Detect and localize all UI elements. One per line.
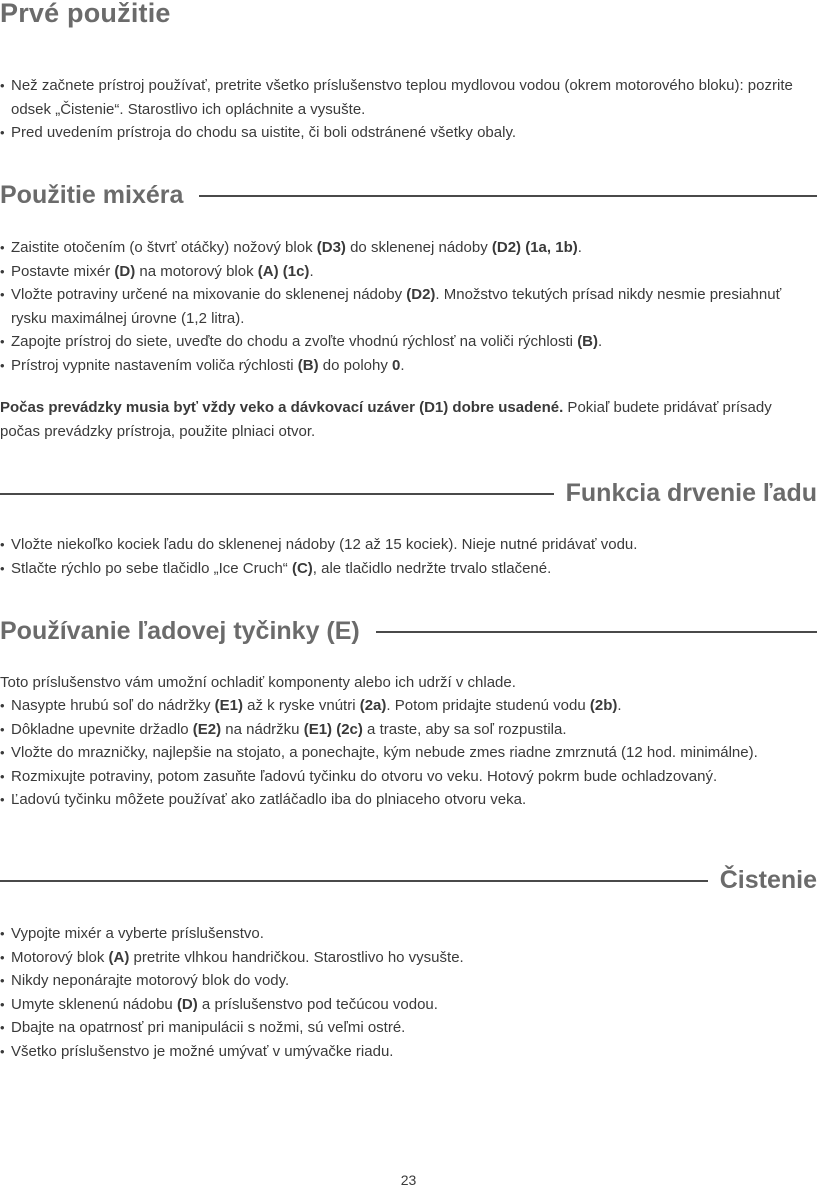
item-text: . [577,239,582,256]
item-text: Vložte do mrazničky, najlepšie na stojato, a ponechajte, kým nebude zmes riadne zmrznutá (12 hod. minimálne). [11,744,758,761]
mixer-list [0,236,805,377]
item-text: Zaistite otočením (o štvrť otáčky) nožový blok [11,239,317,256]
item-text: a príslušenstvo pod tečúcou vodou. [197,995,438,1013]
list-item [0,1016,805,1040]
item-text: . Potom pridajte studenú vodu [386,697,590,714]
item-text: Nikdy neponárajte motorový blok do vody. [11,972,290,989]
list-item [0,694,805,718]
bold-reference: (A) (1c) [257,262,310,280]
bold-reference: (D) [176,995,198,1013]
mixer-heading-text: Použitie mixéra [0,181,184,209]
bold-reference: 0 [392,356,401,374]
bold-reference: (B) [577,333,599,350]
list-item [0,922,805,946]
bold-reference: (D2) [406,286,436,303]
cleaning-heading-text: Čistenie [719,866,817,894]
bold-reference: (2a) [359,697,387,714]
list-item [0,283,805,330]
item-text: na nádržku [221,720,304,738]
item-text: Vložte niekoľko kociek ľadu do sklenenej nádoby (12 až 15 kociek). Nieje nutné pridávať vodu. [11,536,638,553]
item-text: , ale tlačidlo nedržte trvalo stlačené. [312,559,552,577]
list-item: • Pred uvedením prístroja do chodu sa uistite, či boli odstránené všetky obaly. [0,121,805,145]
list-item [0,718,805,742]
list-item [0,533,805,557]
stick-heading-text: Používanie ľadovej tyčinky (E) [0,617,360,645]
list-item [0,946,805,970]
list-item [0,765,805,789]
item-text: Postavte mixér [11,262,115,280]
item-text: Všetko príslušenstvo je možné umývať v umývačke riadu. [11,1042,394,1060]
heading-rule [0,880,708,882]
section-heading-ice [0,479,817,508]
bold-reference: (E1) (2c) [303,720,363,738]
bold-reference: (D3) [316,239,346,256]
item-text: . [400,356,405,374]
item-text: pretrite vlhkou handričkou. Starostlivo ho vysušte. [129,948,464,966]
item-text: na motorový blok [135,262,258,280]
mixer-note [0,396,805,443]
list-item [0,354,805,378]
list-item [0,741,805,765]
item-text: Rozmixujte potraviny, potom zasuňte ľadovú tyčinku do otvoru vo veku. Hotový pokrm bude ochladzovaný. [11,767,718,785]
item-text: . [617,697,622,714]
item-text: Dbajte na opatrnosť pri manipulácii s nožmi, sú veľmi ostré. [11,1019,406,1036]
section-heading-stick [0,617,817,646]
heading-rule [376,631,817,633]
bold-reference: (2b) [589,697,618,714]
page-title: Prvé použitie [0,0,171,28]
page-number: 23 [400,1172,417,1188]
list-item: • Než začnete prístroj používať, pretrite všetko príslušenstvo teplou mydlovou vodou (okrem motorového bloku): pozrite odsek „Čistenie“. Starostlivo ich opláchnite a vysušte. [0,74,805,121]
mixer-note-text: Pokiaľ budete pridávať prísady počas prevádzky prístroja, použite plniaci otvor. [0,399,772,440]
item-text: Umyte sklenenú nádobu [11,995,177,1013]
bold-reference: (A) [108,948,130,966]
bold-reference: (E1) [214,697,243,714]
item-text: Stlačte rýchlo po sebe tlačidlo „Ice Cruch“ [11,559,292,577]
list-item [0,993,805,1017]
item-text: Zapojte prístroj do siete, uveďte do chodu a zvoľte vhodnú rýchlosť na voliči rýchlosti [11,333,578,350]
item-text: a traste, aby sa soľ rozpustila. [362,720,567,738]
list-item [0,969,805,993]
list-item [0,557,805,581]
list-item [0,788,805,812]
list-item [0,1040,805,1064]
item-text: . [309,262,314,280]
cleaning-list [0,922,805,1063]
bold-reference: (E2) [192,720,222,738]
item-text: Dôkladne upevnite držadlo [11,720,193,738]
stick-intro: Toto príslušenstvo vám umožní ochladiť komponenty alebo ich udrží v chlade. [0,674,516,691]
item-text: Ľadovú tyčinku môžete používať ako zatláčadlo iba do plniaceho otvoru veka. [11,791,527,808]
item-text: . [598,333,603,350]
item-text: Motorový blok [11,948,109,966]
bold-reference: (C) [291,559,313,577]
mixer-note-bold: Počas prevádzky musia byť vždy veko a dávkovací uzáver (D1) dobre usadené. [0,399,564,416]
first-use-list [0,74,805,145]
ice-heading-text: Funkcia drvenie ľadu [565,479,817,507]
heading-rule [199,195,817,197]
heading-rule [0,493,554,495]
bold-reference: (B) [297,356,319,374]
bold-reference: (D) [114,262,136,280]
section-heading-cleaning [0,866,817,895]
item-text: Prístroj vypnite nastavením voliča rýchlosti [11,356,298,374]
list-item [0,260,805,284]
ice-list [0,533,805,580]
item-text: Nasypte hrubú soľ do nádržky [11,697,215,714]
bold-reference: (D2) (1a, 1b) [491,239,578,256]
section-heading-mixer [0,181,817,210]
item-text: Vypojte mixér a vyberte príslušenstvo. [11,925,264,942]
stick-list [0,694,805,812]
item-text: do polohy [318,356,392,374]
list-item [0,330,805,354]
list-item [0,236,805,260]
item-text: . Množstvo tekutých prísad nikdy nesmie presiahnuť rysku maximálnej úrovne (1,2 litra). [11,286,782,327]
item-text: až k ryske vnútri [243,697,360,714]
item-text: do sklenenej nádoby [345,239,492,256]
item-text: Vložte potraviny určené na mixovanie do sklenenej nádoby [11,286,407,303]
